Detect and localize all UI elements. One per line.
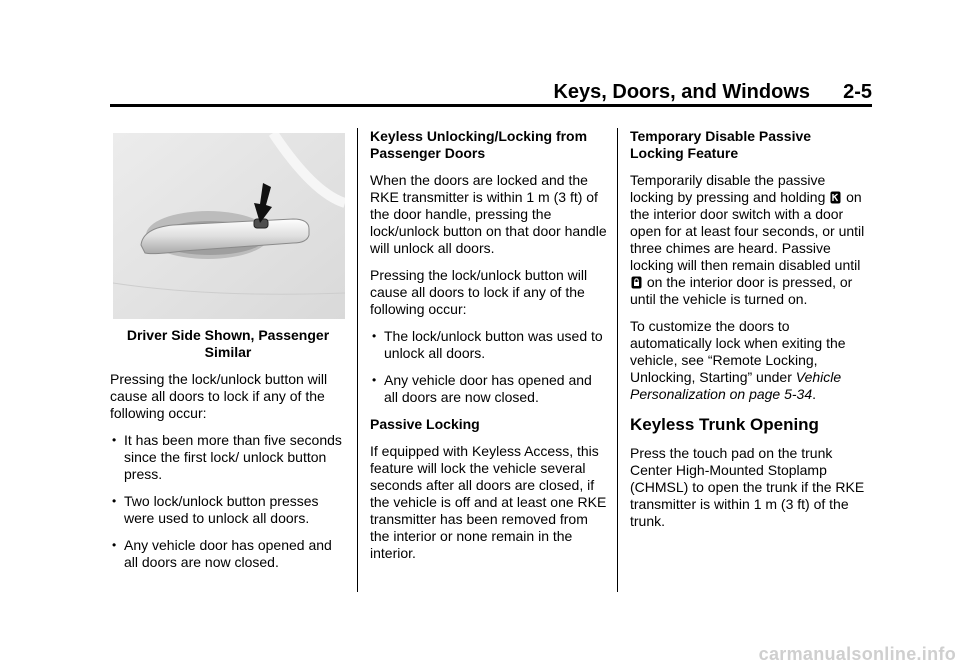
watermark: carmanualsonline.info <box>758 644 956 664</box>
col2-para-1: When the doors are locked and the RKE transmitter is within 1 m (3 ft) of the door handle, pressing the lock/unlock button on that door handle will unlock all doors. <box>370 172 607 256</box>
list-item <box>110 493 346 527</box>
bullet-text: It has been more than five seconds since the first lock/ unlock button press. <box>124 432 342 482</box>
col1-bullet-list <box>110 432 346 571</box>
column-2 <box>370 128 608 562</box>
col3-para-3: Press the touch pad on the trunk Center High-Mounted Stoplamp (CHMSL) to open the trunk if the RKE transmitter is within 1 m (3 ft) of the trunk. <box>630 445 865 529</box>
list-item <box>370 372 608 406</box>
bullet-icon: • <box>372 329 377 343</box>
cross-reference-link[interactable]: Vehicle Personalization on page 5-34 <box>630 369 842 402</box>
col3-para-1-b: on the interior door switch with a door open for at least four seconds, or until three chimes are heard. Passive locking will then remain disabled until <box>630 189 865 273</box>
lock-symbol-icon <box>631 276 642 289</box>
column-divider-1 <box>357 128 358 592</box>
door-handle-figure <box>113 133 345 319</box>
col2-para-3: If equipped with Keyless Access, this feature will lock the vehicle several seconds after all doors are closed, if the vehicle is off and at least one RKE transmitter has been removed from the interior or none remain in the interior. <box>370 443 607 561</box>
header-rule <box>110 104 872 107</box>
col3-para-1-c: on the interior door is pressed, or until the vehicle is turned on. <box>630 274 853 307</box>
list-item <box>370 328 608 362</box>
unlock-symbol-icon <box>830 191 841 204</box>
header-section-title: Keys, Doors, and Windows <box>553 81 810 103</box>
list-item <box>110 537 346 571</box>
bullet-icon: • <box>112 433 117 447</box>
col1-intro: Pressing the lock/unlock button will cause all doors to lock if any of the following occur: <box>110 371 328 421</box>
header-page-number: 2-5 <box>843 81 872 103</box>
caption-line-2: Similar <box>204 344 252 360</box>
bullet-icon: • <box>372 373 377 387</box>
col3-para-2 <box>630 318 868 403</box>
subheading-passive-locking: Passive Locking <box>370 416 480 432</box>
col3-para-1 <box>630 172 868 308</box>
bullet-text: The lock/unlock button was used to unlock all doors. <box>384 328 603 361</box>
subheading-temporary-disable: Temporary Disable Passive Locking Feature <box>630 128 812 161</box>
subheading-keyless-unlocking: Keyless Unlocking/Locking from Passenger Doors <box>370 128 588 161</box>
figure-caption <box>110 327 346 361</box>
bullet-icon: • <box>112 538 117 552</box>
col3-para-1-a: Temporarily disable the passive locking by pressing and holding <box>630 172 826 205</box>
col2-bullet-list <box>370 328 608 406</box>
column-3 <box>630 128 868 530</box>
col2-para-2: Pressing the lock/unlock button will cause all doors to lock if any of the following occur: <box>370 267 588 317</box>
caption-line-1: Driver Side Shown, Passenger <box>126 327 330 343</box>
column-1 <box>110 128 346 571</box>
door-handle-illustration <box>113 133 345 319</box>
bullet-text: Any vehicle door has opened and all doors are now closed. <box>124 537 332 570</box>
bullet-text: Two lock/unlock button presses were used to unlock all doors. <box>124 493 319 526</box>
list-item <box>110 432 346 483</box>
col3-para-2-end: . <box>812 386 817 402</box>
bullet-text: Any vehicle door has opened and all doors are now closed. <box>384 372 592 405</box>
heading-keyless-trunk-opening: Keyless Trunk Opening <box>630 415 819 434</box>
bullet-icon: • <box>112 494 117 508</box>
col3-para-2-text: To customize the doors to automatically lock when exiting the vehicle, see “Remote Locking, Unlocking, Starting” under <box>630 318 846 385</box>
column-divider-2 <box>617 128 618 592</box>
